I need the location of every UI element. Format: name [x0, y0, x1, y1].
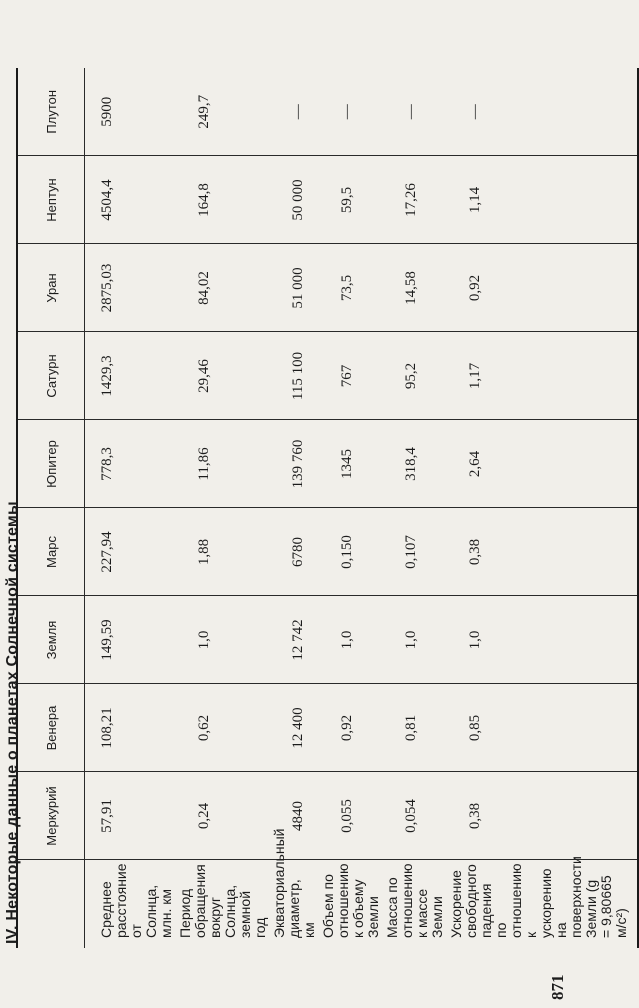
- row-label: Экваториальный диаметр, км: [268, 860, 317, 948]
- table-cell: 50 000: [268, 156, 317, 244]
- header-saturn: Сатурн: [17, 332, 85, 420]
- table-cell: 0,62: [174, 684, 268, 772]
- table-row: [174, 68, 268, 948]
- table-cell: 0,81: [381, 684, 445, 772]
- header-earth: Земля: [17, 596, 85, 684]
- table-cell: 0,85: [445, 684, 638, 772]
- row-label: Ускорение свободного падения по отношению к ускорению на поверхности Земли (g = 9,80665 м/с²): [445, 860, 638, 948]
- table-cell: 1,88: [174, 508, 268, 596]
- table-cell: 1,0: [174, 596, 268, 684]
- table-cell: —: [268, 68, 317, 156]
- table-cell: 0,24: [174, 772, 268, 860]
- table-cell: 1,0: [317, 596, 381, 684]
- table-row: [268, 68, 317, 948]
- table-cell: 115 100: [268, 332, 317, 420]
- table-cell: 2875,03: [85, 244, 175, 332]
- table-cell: 778,3: [85, 420, 175, 508]
- table-cell: 0,92: [445, 244, 638, 332]
- table-cell: 1,0: [445, 596, 638, 684]
- table-cell: 0,054: [381, 772, 445, 860]
- table-cell: 84,02: [174, 244, 268, 332]
- header-venus: Венера: [17, 684, 85, 772]
- table-cell: 95,2: [381, 332, 445, 420]
- table-cell: 12 400: [268, 684, 317, 772]
- table-cell: —: [381, 68, 445, 156]
- table-cell: 0,92: [317, 684, 381, 772]
- table-cell: —: [445, 68, 638, 156]
- table-cell: 73,5: [317, 244, 381, 332]
- table-cell: 318,4: [381, 420, 445, 508]
- table-cell: 4504,4: [85, 156, 175, 244]
- table-cell: 59,5: [317, 156, 381, 244]
- table-cell: 57,91: [85, 772, 175, 860]
- table-cell: 12 742: [268, 596, 317, 684]
- table-cell: 767: [317, 332, 381, 420]
- table-cell: 1,14: [445, 156, 638, 244]
- table-row: [445, 68, 638, 948]
- table-cell: 0,107: [381, 508, 445, 596]
- table-row: [317, 68, 381, 948]
- table-cell: 29,46: [174, 332, 268, 420]
- header-pluto: Плутон: [17, 68, 85, 156]
- table-cell: 4840: [268, 772, 317, 860]
- row-label: Объем по отношению к объему Земли: [317, 860, 381, 948]
- table-cell: 164,8: [174, 156, 268, 244]
- table-cell: 17,26: [381, 156, 445, 244]
- header-mars: Марс: [17, 508, 85, 596]
- table-cell: 2,64: [445, 420, 638, 508]
- table-cell: 149,59: [85, 596, 175, 684]
- table-header-row: [17, 68, 85, 948]
- table-cell: 11,86: [174, 420, 268, 508]
- table-row: [381, 68, 445, 948]
- planets-table: [16, 68, 639, 948]
- table-cell: 1,17: [445, 332, 638, 420]
- table-cell: 1345: [317, 420, 381, 508]
- table-cell: 1,0: [381, 596, 445, 684]
- table-cell: 139 760: [268, 420, 317, 508]
- table-cell: 1429,3: [85, 332, 175, 420]
- row-label: Среднее расстояние от Солнца, млн. км: [85, 860, 175, 948]
- table-cell: —: [317, 68, 381, 156]
- table-cell: 0,38: [445, 772, 638, 860]
- row-label: Период обращения вокруг Солнца, земной год: [174, 860, 268, 948]
- row-label: Масса по отношению к массе Земли: [381, 860, 445, 948]
- table-cell: 0,055: [317, 772, 381, 860]
- header-uranus: Уран: [17, 244, 85, 332]
- table-cell: 227,94: [85, 508, 175, 596]
- page-title: IV. Некоторые данные о планетах Солнечной системы: [4, 501, 21, 944]
- table-row: [85, 68, 175, 948]
- table-cell: 14,58: [381, 244, 445, 332]
- table-cell: 51 000: [268, 244, 317, 332]
- table-cell: 249,7: [174, 68, 268, 156]
- header-parameter: [17, 860, 85, 948]
- table-cell: 6780: [268, 508, 317, 596]
- header-neptune: Нептун: [17, 156, 85, 244]
- table-cell: 0,38: [445, 508, 638, 596]
- page-number: 871: [548, 974, 567, 1000]
- header-mercury: Меркурий: [17, 772, 85, 860]
- table-cell: 0,150: [317, 508, 381, 596]
- table-cell: 5900: [85, 68, 175, 156]
- table-cell: 108,21: [85, 684, 175, 772]
- header-jupiter: Юпитер: [17, 420, 85, 508]
